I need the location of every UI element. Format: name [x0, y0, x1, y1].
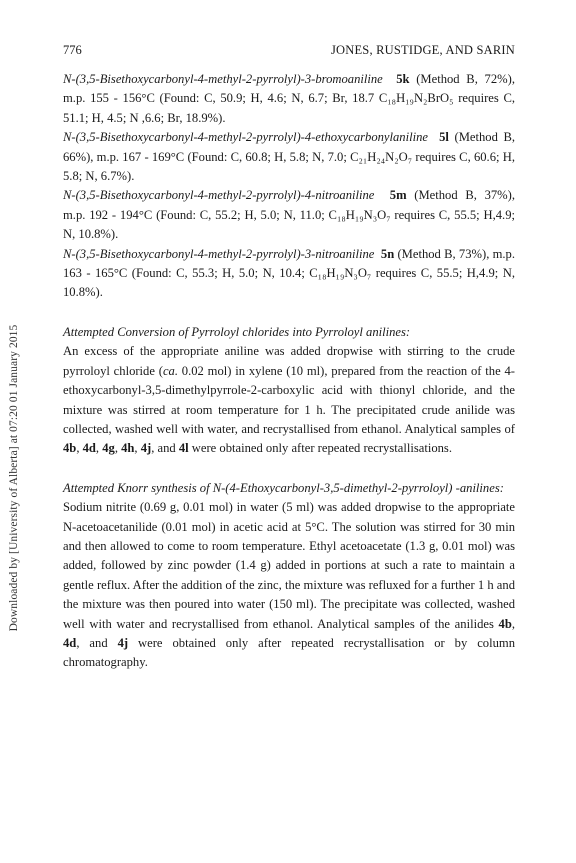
compound-data: (Method B, 72%), m.p. 155 - 156°C (Found: C, 50.9; H, 4.6; N, 6.7; Br, 18.7 C₁₈H₁₉N₂BrO₅ requires C, 51.1; H, 4.5; N ,6.6; Br, 18.9%).: [63, 72, 515, 125]
compound-label: 5l: [439, 130, 449, 145]
compound-data: (Method B, 73%), m.p. 163 - 165°C (Found: C, 55.3; H, 5.0; N, 10.4; C₁₈H₁₉N₃O₇ requires C, 55.5; H,4.9; N, 10.8%).: [63, 246, 516, 300]
compound-label: 5m: [389, 188, 407, 203]
section-heading-conversion: Attempted Conversion of Pyrroloyl chlorides into Pyrroloyl anilines:: [63, 324, 411, 339]
compound-entry-5n: [63, 245, 515, 303]
page-header: [63, 43, 515, 59]
page-number: 776: [63, 43, 82, 57]
compound-data: (Method B, 37%), m.p. 192 - 194°C (Found: C, 55.2; H, 5.0; N, 11.0; C₁₈H₁₉N₃O₇ requires C, 55.5; H,4.9; N, 10.8%).: [63, 188, 515, 242]
compound-name: N-(3,5-Bisethoxycarbonyl-4-methyl-2-pyrrolyl)-4-ethoxycarbonylaniline: [63, 130, 428, 145]
section-heading-knorr: Attempted Knorr synthesis of N-(4-Ethoxycarbonyl-3,5-dimethyl-2-pyrroloyl) -anilines:: [63, 480, 504, 495]
compound-data: (Method B, 66%), m.p. 167 - 169°C (Found: C, 60.8; H, 5.8; N, 7.0; C₂₁H₂₄N₂O₇ requires C, 60.6; H, 5.8; N, 6.7%).: [63, 130, 515, 184]
download-note-text: Downloaded by [University of Alberta] at 07:20 01 January 2015: [8, 324, 20, 632]
compound-name: N-(3,5-Bisethoxycarbonyl-4-methyl-2-pyrrolyl)-4-nitroaniline: [63, 188, 375, 203]
download-watermark: [2, 288, 26, 668]
section-paragraph-knorr: Sodium nitrite (0.69 g, 0.01 mol) in water (5 ml) was added dropwise to the appropriate N-acetoacetanilide (0.01 mol) in acetic acid at 5°C. The solution was stirred for 30 min and then allowed to come to room temperature. Ethyl acetoacetate (1.3 g, 0.01 mol) was added, followed by zinc powder (1.4 g) added in portions at such a rate to maintain a gentle reflux. After the addition of the zinc, the mixture was refluxed for a further 1 h and the mixture was then poured into water (150 ml). The precipitate was collected, washed well with water and recrystallised from ethanol. Analytical samples of the anilides 4b, 4d, and 4j were obtained only after repeated recrystallisation or by column chromatography.: [63, 500, 515, 670]
running-title: JONES, RUSTIDGE, AND SARIN: [330, 43, 515, 57]
compound-name: N-(3,5-Bisethoxycarbonyl-4-methyl-2-pyrrolyl)-3-bromoaniline: [63, 72, 383, 86]
compound-name: N-(3,5-Bisethoxycarbonyl-4-methyl-2-pyrrolyl)-3-nitroaniline: [63, 246, 375, 261]
compound-label: 5n: [380, 246, 395, 261]
section-paragraph-conversion: An excess of the appropriate aniline was added dropwise with stirring to the crude pyrroloyl chloride (ca. 0.02 mol) in xylene (10 ml), prepared from the reaction of the 4-ethoxycarbonyl-3,5-dimethylpyrrole-2-carboxylic acid with thionyl chloride, and the mixture was stirred at room temperature for 1 h. The precipitated crude anilide was collected, washed well with water, and recrystallised from ethanol. Analytical samples of 4b, 4d, 4g, 4h, 4j, and 4l were obtained only after repeated recrystallisations.: [63, 344, 515, 456]
compound-label: 5k: [396, 72, 410, 86]
compound-entry-5m: [63, 186, 515, 244]
page-body: [63, 70, 515, 673]
compound-entry-5k: [63, 70, 515, 128]
compound-entry-5l: [63, 128, 515, 186]
